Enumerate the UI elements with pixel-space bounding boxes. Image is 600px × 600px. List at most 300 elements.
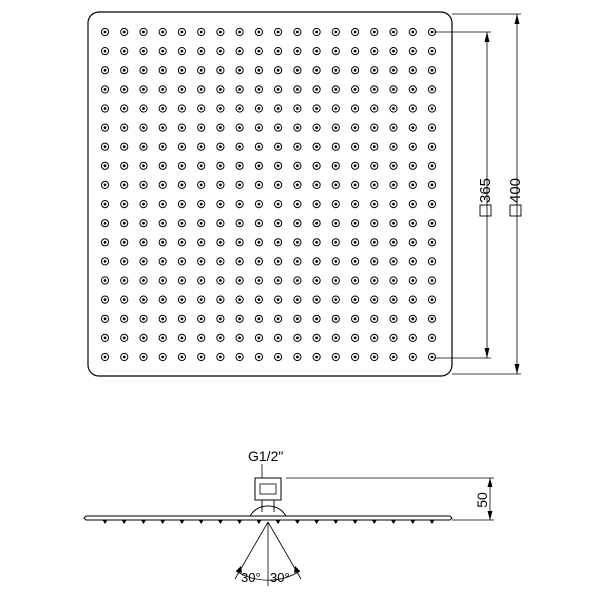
- nozzle-center: [219, 241, 222, 244]
- nozzle-center: [123, 241, 126, 244]
- nozzle-center: [258, 356, 261, 359]
- nozzle-center: [104, 356, 107, 359]
- nozzle-center: [181, 31, 184, 34]
- nozzle-center: [334, 203, 337, 206]
- nozzle-center: [334, 107, 337, 110]
- nozzle-center: [238, 260, 241, 263]
- nozzle-center: [104, 298, 107, 301]
- nozzle-center: [315, 298, 318, 301]
- nozzle-center: [431, 356, 434, 359]
- side-nozzle: [256, 520, 261, 524]
- nozzle-center: [277, 337, 280, 340]
- nozzle-center: [431, 317, 434, 320]
- nozzle-center: [142, 337, 145, 340]
- nozzle-center: [200, 69, 203, 72]
- nozzle-center: [354, 222, 357, 225]
- nozzle-center: [161, 203, 164, 206]
- nozzle-center: [334, 126, 337, 129]
- nozzle-center: [258, 88, 261, 91]
- nozzle-center: [104, 69, 107, 72]
- nozzle-center: [354, 298, 357, 301]
- nozzle-center: [296, 317, 299, 320]
- nozzle-center: [238, 317, 241, 320]
- side-nozzle: [314, 520, 319, 524]
- nozzle-center: [238, 145, 241, 148]
- nozzle-center: [392, 203, 395, 206]
- nozzle-center: [181, 222, 184, 225]
- nozzle-center: [200, 107, 203, 110]
- nozzle-center: [104, 203, 107, 206]
- nozzle-center: [334, 222, 337, 225]
- nozzle-center: [123, 298, 126, 301]
- nozzle-center: [277, 241, 280, 244]
- nozzle-center: [277, 279, 280, 282]
- side-nozzle: [179, 520, 184, 524]
- nozzle-center: [200, 126, 203, 129]
- nozzle-center: [373, 317, 376, 320]
- nozzle-center: [431, 203, 434, 206]
- nozzle-center: [354, 164, 357, 167]
- nozzle-center: [334, 241, 337, 244]
- nozzle-center: [181, 164, 184, 167]
- nozzle-center: [238, 356, 241, 359]
- nozzle-center: [181, 107, 184, 110]
- connector-fitting: [250, 478, 286, 516]
- side-nozzle: [160, 520, 165, 524]
- nozzle-center: [411, 337, 414, 340]
- nozzle-center: [123, 260, 126, 263]
- side-nozzle: [410, 520, 415, 524]
- nozzle-center: [181, 241, 184, 244]
- nozzle-center: [238, 337, 241, 340]
- nozzle-center: [161, 260, 164, 263]
- nozzle-center: [411, 107, 414, 110]
- angle-left-label: 30°: [241, 570, 261, 585]
- nozzle-center: [219, 184, 222, 187]
- nozzle-center: [181, 184, 184, 187]
- nozzle-center: [104, 164, 107, 167]
- nozzle-center: [431, 241, 434, 244]
- nozzle-center: [161, 337, 164, 340]
- nozzle-grid: [101, 28, 435, 360]
- nozzle-center: [392, 126, 395, 129]
- nozzle-center: [258, 298, 261, 301]
- nozzle-center: [315, 107, 318, 110]
- nozzle-center: [354, 145, 357, 148]
- nozzle-center: [411, 88, 414, 91]
- nozzle-center: [296, 145, 299, 148]
- nozzle-center: [373, 164, 376, 167]
- nozzle-center: [238, 279, 241, 282]
- nozzle-center: [392, 50, 395, 53]
- nozzle-center: [142, 356, 145, 359]
- nozzle-center: [392, 356, 395, 359]
- nozzle-center: [277, 260, 280, 263]
- nozzle-center: [296, 126, 299, 129]
- nozzle-center: [142, 241, 145, 244]
- nozzle-center: [219, 356, 222, 359]
- nozzle-center: [104, 317, 107, 320]
- nozzle-center: [392, 241, 395, 244]
- nozzle-center: [392, 222, 395, 225]
- nozzle-center: [334, 184, 337, 187]
- nozzle-center: [411, 126, 414, 129]
- nozzle-center: [161, 145, 164, 148]
- nozzle-center: [315, 241, 318, 244]
- nozzle-center: [219, 69, 222, 72]
- nozzle-center: [296, 107, 299, 110]
- nozzle-center: [334, 317, 337, 320]
- nozzle-center: [219, 107, 222, 110]
- nozzle-center: [354, 107, 357, 110]
- nozzle-center: [373, 260, 376, 263]
- nozzle-center: [123, 317, 126, 320]
- nozzle-center: [315, 184, 318, 187]
- nozzle-center: [181, 298, 184, 301]
- nozzle-center: [104, 31, 107, 34]
- nozzle-center: [315, 222, 318, 225]
- nozzle-center: [296, 337, 299, 340]
- nozzle-center: [219, 126, 222, 129]
- nozzle-center: [373, 107, 376, 110]
- nozzle-center: [181, 203, 184, 206]
- nozzle-center: [392, 107, 395, 110]
- nozzle-center: [354, 260, 357, 263]
- nozzle-center: [142, 298, 145, 301]
- nozzle-center: [181, 279, 184, 282]
- nozzle-center: [392, 184, 395, 187]
- nozzle-center: [277, 184, 280, 187]
- nozzle-center: [258, 126, 261, 129]
- nozzle-center: [411, 222, 414, 225]
- nozzle-center: [219, 88, 222, 91]
- nozzle-center: [258, 184, 261, 187]
- nozzle-center: [334, 356, 337, 359]
- nozzle-center: [142, 260, 145, 263]
- nozzle-center: [219, 317, 222, 320]
- nozzle-center: [277, 50, 280, 53]
- nozzle-center: [277, 126, 280, 129]
- nozzle-center: [296, 31, 299, 34]
- nozzle-center: [296, 203, 299, 206]
- nozzle-center: [258, 317, 261, 320]
- nozzle-center: [200, 241, 203, 244]
- nozzle-center: [181, 126, 184, 129]
- nozzle-center: [431, 337, 434, 340]
- nozzle-center: [219, 222, 222, 225]
- nozzle-center: [258, 260, 261, 263]
- nozzle-center: [219, 298, 222, 301]
- nozzle-center: [373, 337, 376, 340]
- nozzle-center: [161, 126, 164, 129]
- nozzle-center: [238, 126, 241, 129]
- nozzle-center: [142, 164, 145, 167]
- nozzle-center: [392, 145, 395, 148]
- nozzle-center: [200, 145, 203, 148]
- nozzle-center: [296, 222, 299, 225]
- nozzle-center: [392, 298, 395, 301]
- top-view: [88, 12, 524, 376]
- nozzle-center: [334, 164, 337, 167]
- side-nozzle: [295, 520, 300, 524]
- nozzle-center: [219, 145, 222, 148]
- nozzle-center: [431, 88, 434, 91]
- nozzle-center: [123, 126, 126, 129]
- shower-head-plate-side: [84, 516, 452, 520]
- nozzle-center: [123, 356, 126, 359]
- nozzle-center: [181, 337, 184, 340]
- nozzle-center: [354, 356, 357, 359]
- nozzle-center: [334, 145, 337, 148]
- nozzle-center: [277, 107, 280, 110]
- nozzle-center: [277, 145, 280, 148]
- nozzle-center: [258, 31, 261, 34]
- nozzle-center: [219, 279, 222, 282]
- dimension-inner-group: [477, 178, 494, 216]
- nozzle-center: [104, 107, 107, 110]
- nozzle-center: [373, 88, 376, 91]
- nozzle-center: [411, 260, 414, 263]
- nozzle-center: [238, 31, 241, 34]
- nozzle-center: [200, 317, 203, 320]
- nozzle-center: [219, 50, 222, 53]
- nozzle-center: [258, 69, 261, 72]
- nozzle-center: [334, 88, 337, 91]
- side-nozzle: [141, 520, 146, 524]
- nozzle-center: [354, 31, 357, 34]
- nozzle-center: [142, 107, 145, 110]
- nozzle-center: [258, 241, 261, 244]
- nozzle-center: [296, 50, 299, 53]
- nozzle-center: [200, 88, 203, 91]
- side-nozzle: [122, 520, 127, 524]
- nozzle-center: [373, 279, 376, 282]
- side-nozzle: [430, 520, 435, 524]
- nozzle-center: [258, 279, 261, 282]
- nozzle-center: [200, 50, 203, 53]
- nozzle-center: [238, 203, 241, 206]
- nozzle-center: [315, 203, 318, 206]
- nozzle-center: [315, 126, 318, 129]
- side-view: [84, 448, 494, 586]
- nozzle-center: [354, 69, 357, 72]
- nozzle-center: [104, 50, 107, 53]
- nozzle-center: [354, 126, 357, 129]
- nozzle-center: [373, 222, 376, 225]
- nozzle-center: [238, 69, 241, 72]
- nozzle-center: [123, 145, 126, 148]
- nozzle-center: [142, 279, 145, 282]
- nozzle-center: [200, 184, 203, 187]
- nozzle-center: [431, 164, 434, 167]
- side-nozzle: [276, 520, 281, 524]
- nozzle-center: [411, 356, 414, 359]
- nozzle-center: [181, 356, 184, 359]
- nozzle-center: [142, 50, 145, 53]
- nozzle-center: [142, 184, 145, 187]
- nozzle-center: [431, 107, 434, 110]
- nozzle-center: [142, 222, 145, 225]
- nozzle-center: [219, 260, 222, 263]
- nozzle-center: [161, 298, 164, 301]
- nozzle-center: [315, 69, 318, 72]
- nozzle-center: [238, 298, 241, 301]
- nozzle-center: [411, 145, 414, 148]
- dimension-outer-group: [507, 178, 524, 216]
- nozzle-center: [181, 317, 184, 320]
- nozzle-center: [334, 260, 337, 263]
- nozzle-center: [258, 164, 261, 167]
- nozzle-center: [411, 203, 414, 206]
- nozzle-center: [334, 337, 337, 340]
- nozzle-center: [181, 50, 184, 53]
- nozzle-center: [315, 145, 318, 148]
- nozzle-center: [161, 356, 164, 359]
- side-nozzle: [237, 520, 242, 524]
- nozzle-center: [354, 50, 357, 53]
- nozzle-center: [411, 69, 414, 72]
- nozzle-center: [315, 88, 318, 91]
- nozzle-center: [123, 203, 126, 206]
- nozzle-center: [200, 260, 203, 263]
- nozzle-center: [392, 279, 395, 282]
- nozzle-center: [258, 222, 261, 225]
- nozzle-center: [200, 356, 203, 359]
- connection-label: G1/2": [248, 448, 284, 464]
- nozzle-center: [123, 107, 126, 110]
- nozzle-center: [315, 317, 318, 320]
- nozzle-center: [200, 164, 203, 167]
- nozzle-center: [431, 260, 434, 263]
- nozzle-center: [238, 241, 241, 244]
- nozzle-center: [354, 203, 357, 206]
- nozzle-center: [200, 203, 203, 206]
- nozzle-center: [181, 145, 184, 148]
- nozzle-center: [104, 279, 107, 282]
- nozzle-center: [411, 241, 414, 244]
- nozzle-center: [373, 145, 376, 148]
- nozzle-center: [142, 88, 145, 91]
- nozzle-center: [238, 184, 241, 187]
- nozzle-center: [161, 279, 164, 282]
- nozzle-center: [123, 88, 126, 91]
- nozzle-center: [334, 279, 337, 282]
- square-symbol-outer: [510, 205, 521, 216]
- nozzle-center: [142, 203, 145, 206]
- side-nozzle: [353, 520, 358, 524]
- nozzle-center: [181, 69, 184, 72]
- nozzle-center: [238, 50, 241, 53]
- nozzle-center: [411, 298, 414, 301]
- nozzle-center: [411, 279, 414, 282]
- nozzle-center: [296, 260, 299, 263]
- nozzle-center: [277, 298, 280, 301]
- nozzle-center: [277, 164, 280, 167]
- nozzle-center: [315, 260, 318, 263]
- nozzle-center: [258, 145, 261, 148]
- nozzle-center: [200, 298, 203, 301]
- nozzle-center: [181, 88, 184, 91]
- nozzle-center: [277, 317, 280, 320]
- nozzle-center: [161, 317, 164, 320]
- height-label: 50: [474, 492, 490, 508]
- nozzle-center: [431, 184, 434, 187]
- nozzle-center: [296, 298, 299, 301]
- nozzle-center: [161, 164, 164, 167]
- nozzle-center: [431, 126, 434, 129]
- nozzle-center: [200, 279, 203, 282]
- nozzle-center: [123, 337, 126, 340]
- nozzle-center: [142, 145, 145, 148]
- nozzle-center: [161, 107, 164, 110]
- nozzle-center: [123, 50, 126, 53]
- nozzle-center: [161, 184, 164, 187]
- nozzle-center: [104, 260, 107, 263]
- nozzle-center: [392, 337, 395, 340]
- nozzle-center: [315, 279, 318, 282]
- angle-right-label: 30°: [270, 570, 290, 585]
- nozzle-center: [200, 31, 203, 34]
- nozzle-center: [392, 88, 395, 91]
- nozzle-center: [431, 31, 434, 34]
- nozzle-center: [334, 50, 337, 53]
- nozzle-center: [238, 107, 241, 110]
- nozzle-center: [258, 107, 261, 110]
- nozzle-center: [296, 279, 299, 282]
- side-nozzle: [391, 520, 396, 524]
- side-nozzle: [103, 520, 108, 524]
- nozzle-center: [392, 31, 395, 34]
- nozzle-center: [123, 184, 126, 187]
- nozzle-center: [411, 31, 414, 34]
- nozzle-center: [142, 31, 145, 34]
- nozzle-center: [219, 203, 222, 206]
- nozzle-center: [104, 184, 107, 187]
- nozzle-center: [431, 145, 434, 148]
- nozzle-center: [238, 88, 241, 91]
- nozzle-center: [277, 69, 280, 72]
- side-nozzle: [372, 520, 377, 524]
- nozzle-center: [411, 164, 414, 167]
- nozzle-center: [258, 50, 261, 53]
- nozzle-center: [315, 337, 318, 340]
- nozzle-center: [373, 50, 376, 53]
- nozzle-center: [296, 184, 299, 187]
- nozzle-center: [354, 279, 357, 282]
- nozzle-center: [219, 31, 222, 34]
- nozzle-center: [296, 164, 299, 167]
- nozzle-center: [104, 222, 107, 225]
- side-nozzle: [218, 520, 223, 524]
- nozzle-center: [238, 164, 241, 167]
- nozzle-center: [373, 298, 376, 301]
- nozzle-center: [123, 164, 126, 167]
- nozzle-center: [219, 337, 222, 340]
- nozzle-center: [123, 69, 126, 72]
- nozzle-center: [181, 260, 184, 263]
- nozzle-center: [238, 222, 241, 225]
- nozzle-center: [277, 222, 280, 225]
- nozzle-center: [315, 31, 318, 34]
- side-nozzle: [199, 520, 204, 524]
- nozzle-center: [431, 279, 434, 282]
- nozzle-center: [296, 69, 299, 72]
- nozzle-center: [373, 241, 376, 244]
- nozzle-center: [161, 241, 164, 244]
- nozzle-center: [200, 337, 203, 340]
- dimension-outer-label: 400: [507, 177, 524, 203]
- nozzle-center: [334, 69, 337, 72]
